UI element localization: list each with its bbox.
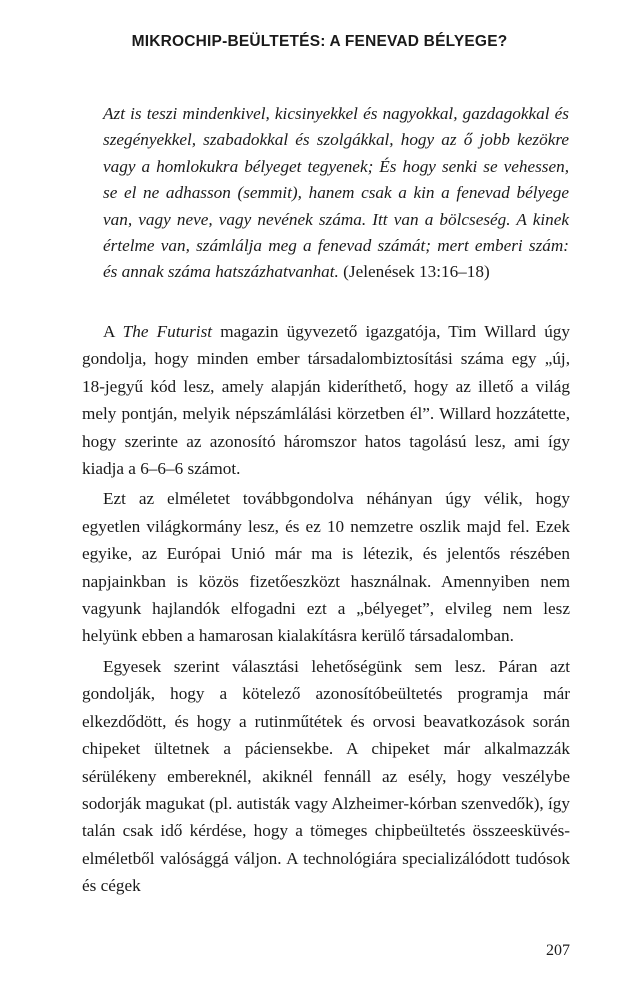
paragraph-text: A [103, 322, 123, 341]
magazine-title: The Futurist [122, 322, 213, 341]
paragraph-text: magazin ügyvezető igazgatója, Tim Willard úgy gondolja, hogy minden ember társadalombiztosítási száma egy „új, 18-jegyű kód lesz, amely alapján kideríthető, hogy az illető a világ mely pontján, melyik népszámlálási körzetben él”. Willard hozzátette, hogy szerinte az azonosító háromszor hatos tagolású lesz, ami így kiadja a 6–6–6 számot. [82, 322, 570, 479]
page-number: 207 [546, 942, 570, 959]
paragraph: Egyesek szerint választási lehetőségünk sem lesz. Páran azt gondolják, hogy a kötelező azonosítóbeültetés programja már elkezdődött, és hogy a rutinműtétek és orvosi beavatkozások során chipeket ültetnek a páciensekbe. A chipeket már alkalmazzák sérülékeny embereknél, akiknél fennáll az esély, hogy veszélybe sodorják magukat (pl. autisták vagy Alzheimer-kórban szenvedők), így talán csak idő kérdése, hogy a tömeges chipbeültetés összeesküvés-elméletből valósággá váljon. A technológiára specializálódott tudósok és cégek [82, 656, 570, 896]
quote-text: Azt is teszi mindenkivel, kicsinyekkel és nagyokkal, gazdagokkal és szegényekkel, szabadokkal és szolgákkal, hogy az ő jobb kezökre vagy a homlokukra bélyeget tegyenek; És hogy senki se vehessen, se el ne adhasson (semmit), hanem csak a kin a fenevad bélyege van, vagy neve, vagy nevének száma. Itt van a bölcseség. A kinek értelme van, számlálja meg a fenevad számát; mert emberi szám: és annak száma hatszázhatvanhat. [103, 104, 569, 282]
quote-citation: (Jelenések 13:16–18) [343, 262, 490, 282]
paragraph [82, 318, 570, 482]
body-text [82, 318, 570, 900]
paragraph: Ezt az elméletet továbbgondolva néhányan úgy vélik, hogy egyetlen világkormány lesz, és ez 10 nemzetre oszlik majd fel. Ezek egyike, az Európai Unió már ma is létezik, és jelentős részében napjainkban is közös fizetőeszközt használnak. Amennyiben nem vagyunk hajlandók elfogadni ezt a „bélyeget”, elvileg nem lesz helyünk ebben a hamarosan kialakításra kerülő társadalomban. [82, 489, 570, 646]
running-header: MIKROCHIP-BEÜLTETÉS: A FENEVAD BÉLYEGE? [131, 33, 508, 50]
epigraph-quote [103, 101, 569, 286]
